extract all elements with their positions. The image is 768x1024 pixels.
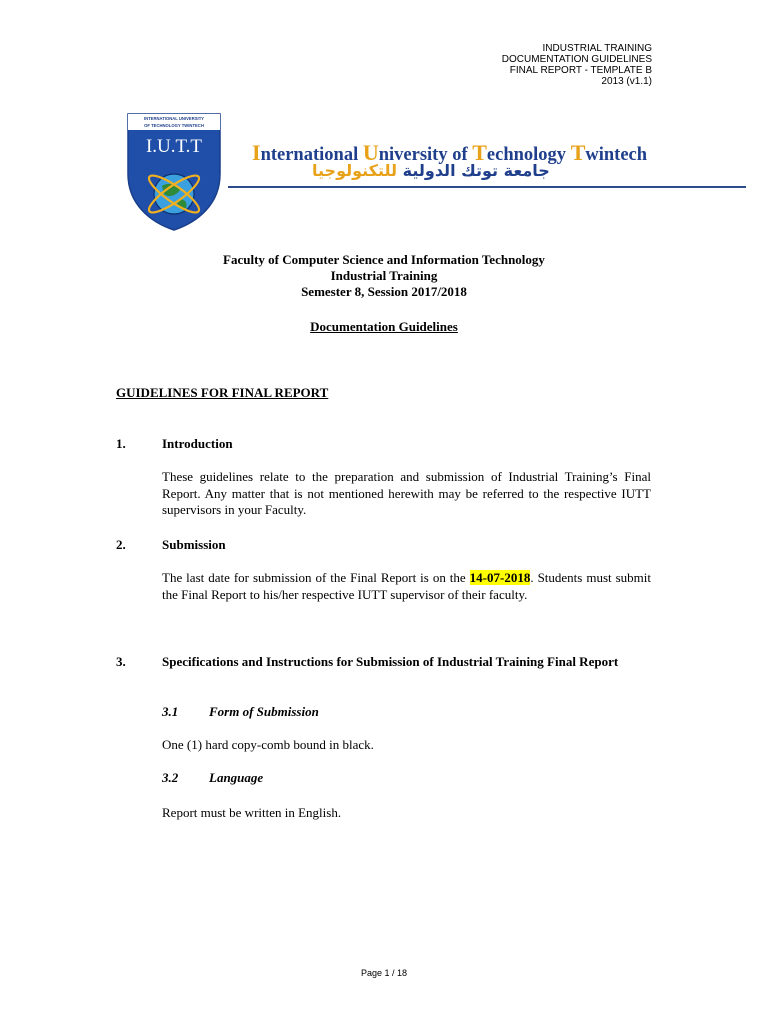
university-name-arabic (312, 161, 550, 180)
section-heading-submission: Submission (162, 537, 226, 552)
semester-info: Semester 8, Session 2017/2018 (301, 284, 467, 299)
name-initial: I (252, 140, 261, 165)
name-initial: T (472, 140, 487, 165)
name-initial: U (362, 140, 379, 165)
name-part: niversity of (378, 145, 473, 165)
arabic-name-main: جامعة توتك الدولية (402, 161, 550, 180)
section-number: 2. (116, 537, 126, 552)
svg-text:OF TECHNOLOGY TWINTECH: OF TECHNOLOGY TWINTECH (144, 123, 204, 128)
arabic-name-accent: للتكنولوجيا (312, 161, 398, 180)
name-part: echnology (486, 145, 571, 165)
section-number: 1. (116, 436, 126, 451)
subsection-heading-language: Language (209, 770, 264, 785)
introduction-paragraph: These guidelines relate to the preparation and submission of Industrial Training’s Final Report. Any matter that is not mentioned herewith may be referred to the respective IUTT supervisors in your Faculty. (162, 469, 651, 517)
subsection-heading-form: Form of Submission (209, 704, 319, 719)
language-text: Report must be written in English. (162, 805, 342, 820)
header-line: INDUSTRIAL TRAINING (542, 43, 652, 54)
course-name: Industrial Training (330, 268, 438, 283)
subsection-number: 3.2 (162, 770, 179, 785)
name-initial: T (570, 140, 586, 165)
subsection-number: 3.1 (162, 704, 179, 719)
faculty-name: Faculty of Computer Science and Information Technology (223, 252, 545, 267)
submission-paragraph (162, 570, 651, 603)
doc-title-wrap (116, 319, 652, 335)
page-number: Page 1 / 18 (360, 968, 408, 978)
logo-divider (228, 186, 746, 188)
document-title: Documentation Guidelines (310, 319, 458, 334)
submission-text-before: The last date for submission of the Final Report is on the (162, 570, 470, 585)
section-title: GUIDELINES FOR FINAL REPORT (116, 385, 329, 400)
crest-abbr: I.U.T.T (145, 136, 203, 157)
submission-text-after: . Students must submit the Final Report to his/her respective IUTT supervisor of their faculty. (162, 570, 651, 602)
section-number: 3. (116, 654, 126, 669)
section-heading-specifications: Specifications and Instructions for Submission of Industrial Training Final Report (162, 654, 619, 669)
submission-deadline-date: 14-07-2018 (469, 570, 531, 585)
name-part: nternational (260, 145, 363, 165)
form-of-submission-text: One (1) hard copy-comb bound in black. (162, 737, 374, 752)
name-part: wintech (585, 145, 648, 165)
header-line: FINAL REPORT - TEMPLATE B (509, 65, 652, 76)
header-line: DOCUMENTATION GUIDELINES (501, 54, 652, 65)
svg-text:INTERNATIONAL UNIVERSITY: INTERNATIONAL UNIVERSITY (143, 116, 205, 121)
section-heading-introduction: Introduction (162, 436, 233, 451)
document-header (502, 43, 652, 87)
header-line: 2013 (v1.1) (601, 76, 652, 87)
university-crest-logo (126, 112, 222, 232)
